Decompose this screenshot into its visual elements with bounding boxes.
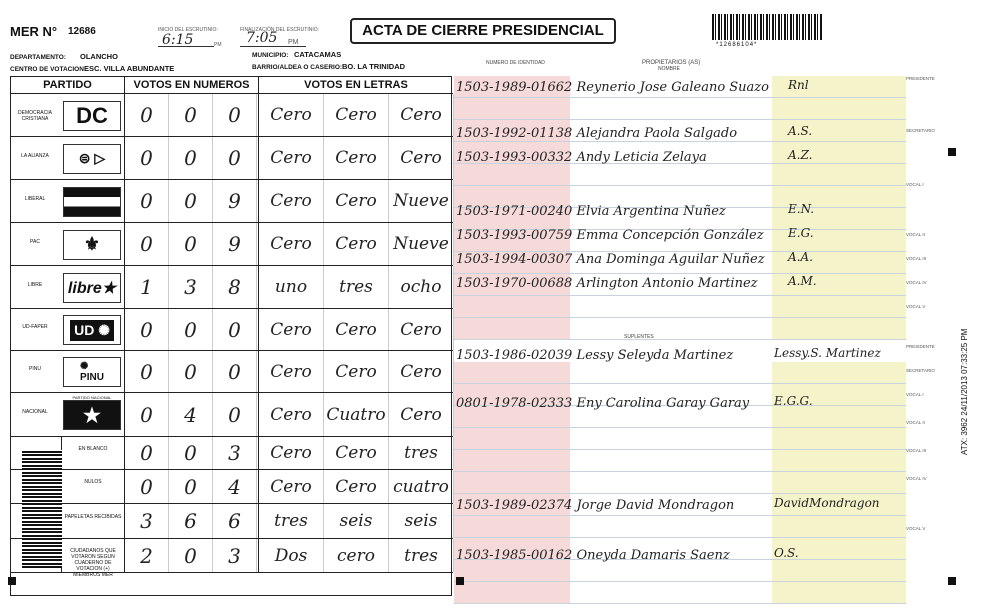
end-line (240, 46, 306, 47)
vote-digit: 0 (213, 94, 257, 136)
votes-table (10, 76, 452, 596)
signature-field (772, 472, 906, 493)
votes-letters-cell (259, 309, 453, 350)
owner-id: 1503-1989-01662 (456, 80, 573, 95)
member-line (454, 98, 906, 120)
votes-number-cell (125, 539, 259, 572)
vote-word: Cero (324, 351, 389, 392)
vote-digit: 0 (169, 539, 213, 572)
vote-word: cero (324, 539, 389, 572)
votes-letters-cell (259, 266, 453, 308)
votes-letters-cell (259, 504, 453, 538)
id-field (454, 318, 570, 339)
votes-number-cell (125, 223, 259, 265)
owner-signature: Rnl (788, 78, 809, 92)
votes-number-cell (125, 94, 259, 136)
role-label: SECRETARIO (906, 368, 935, 373)
role-label: VOCAL III (906, 448, 927, 453)
table-row (11, 223, 453, 266)
municipality-value: CATACAMAS (294, 50, 342, 59)
vote-word: Cero (324, 437, 389, 469)
vote-digit: 0 (213, 393, 257, 436)
vote-word: Cero (324, 223, 389, 265)
owner-entry (456, 276, 758, 291)
party-label: NACIONAL (22, 409, 48, 415)
vote-word: seis (324, 504, 389, 538)
owner-signature: E.G. (788, 226, 814, 240)
signature-field (772, 582, 906, 603)
vote-digit: 0 (125, 137, 169, 179)
vote-digit: 6 (213, 504, 257, 538)
column-header-letters: VOTOS EN LETRAS (259, 77, 453, 94)
start-label: INICIO DEL ESCRUTINIO: (158, 27, 218, 33)
role-label: SECRETARIO (906, 128, 935, 133)
votes-number-cell (125, 180, 259, 222)
owner-entry (456, 228, 764, 243)
votes-letters-cell (259, 180, 453, 222)
vote-digit: 9 (213, 180, 257, 222)
owner-id: 1503-1993-00332 (456, 150, 573, 165)
vote-word: Nueve (389, 180, 454, 222)
votes-letters-cell (259, 437, 453, 469)
vote-digit: 8 (213, 266, 257, 308)
votes-letters-cell (259, 94, 453, 136)
member-line (454, 362, 906, 384)
signature-field (772, 296, 906, 317)
owner-name: Emma Concepción González (576, 228, 764, 243)
document-title: ACTA DE CIERRE PRESIDENCIAL (350, 18, 616, 44)
vote-word: tres (324, 266, 389, 308)
party-logo-icon: UD ✺ (63, 315, 121, 345)
owner-signature: A.M. (788, 274, 817, 288)
member-line (454, 582, 906, 604)
votes-number-cell (125, 470, 259, 503)
vote-digit: 0 (169, 437, 213, 469)
owner-signature: A.A. (788, 250, 813, 264)
vote-digit: 4 (213, 470, 257, 503)
center-value: ESC. VILLA ABUNDANTE (84, 64, 175, 73)
owner-signature: A.Z. (788, 148, 813, 162)
member-line (454, 450, 906, 472)
vote-digit: 2 (125, 539, 169, 572)
role-label: VOCAL IV (906, 280, 927, 285)
substitute-id: 1503-1989-02374 (456, 498, 573, 513)
member-line (454, 472, 906, 494)
signature-field (772, 164, 906, 185)
votes-number-cell (125, 351, 259, 392)
owner-id: 1503-1992-01138 (456, 126, 573, 141)
vote-word: Dos (259, 539, 324, 572)
vote-digit: 0 (213, 351, 257, 392)
mer-number: 12686 (68, 26, 96, 37)
party-logo-icon: ★ (63, 400, 121, 430)
id-field (454, 472, 570, 493)
signature-field (772, 318, 906, 339)
extra-label: CIUDADANOS QUE VOTARON SEGUN CUADERNO DE VOTACION (+) MIEMBROS MER (70, 548, 116, 578)
table-row (11, 504, 453, 539)
vote-digit: 0 (125, 309, 169, 350)
party-logo-icon (63, 187, 121, 217)
role-label: VOCAL II (906, 232, 925, 237)
owner-signature: E.N. (788, 202, 815, 216)
vote-digit: 0 (125, 351, 169, 392)
owner-id: 1503-1971-00240 (456, 204, 573, 219)
party-logo-icon: libre★ (63, 273, 121, 303)
owner-name: Arlington Antonio Martinez (576, 276, 758, 291)
column-header-party: PARTIDO (11, 77, 125, 94)
owner-name: Alejandra Paola Salgado (576, 126, 738, 141)
vote-word: Cuatro (324, 393, 389, 436)
role-label: VOCAL II (906, 420, 925, 425)
start-line (158, 46, 214, 47)
vote-digit: 3 (125, 504, 169, 538)
vote-digit: 3 (213, 437, 257, 469)
role-label: PRESIDENTE (906, 76, 935, 81)
extra-label: NULOS (84, 479, 102, 485)
vote-word: Cero (324, 309, 389, 350)
signature-field (772, 362, 906, 383)
vote-digit: 0 (125, 393, 169, 436)
owner-name: Reynerio Jose Galeano Suazo (576, 80, 769, 95)
party-logo-caption: PARTIDO NACIONAL (72, 395, 112, 400)
barcode-text: *12686104* (716, 42, 758, 48)
member-line (454, 296, 906, 318)
owner-entry (456, 80, 769, 95)
votes-letters-cell (259, 137, 453, 179)
municipality-label: MUNICIPIO: (252, 52, 289, 59)
vote-word: Cero (324, 94, 389, 136)
table-row (11, 539, 453, 578)
vote-word: Cero (259, 180, 324, 222)
vote-word: Cero (324, 470, 389, 503)
substitute-signature: DavidMondragon (774, 496, 880, 510)
id-field (454, 428, 570, 449)
owner-entry (456, 252, 765, 267)
vote-word: ocho (389, 266, 454, 308)
member-line (454, 164, 906, 186)
owner-entry (456, 126, 737, 141)
owner-entry (456, 204, 726, 219)
signature-field (772, 406, 906, 427)
table-row (11, 309, 453, 351)
extra-label: PAPELETAS RECIBIDAS (64, 513, 122, 520)
party-label: LA ALIANZA (21, 152, 49, 159)
vote-word: Cero (324, 180, 389, 222)
column-header-numbers: VOTOS EN NUMEROS (125, 77, 259, 94)
barcode-icon (712, 14, 822, 40)
party-label: DEMOCRACIA CRISTIANA (18, 109, 52, 122)
member-line (454, 428, 906, 450)
party-label: PAC (30, 238, 40, 245)
end-label: FINALIZACIÓN DEL ESCRUTINIO: (240, 27, 319, 33)
party-label: PINU (29, 366, 41, 372)
substitute-signature: E.G.G. (774, 394, 813, 408)
vote-digit: 0 (169, 180, 213, 222)
start-suffix: PM (214, 42, 222, 48)
owner-name: Andy Leticia Zelaya (576, 150, 707, 165)
vote-word: Cero (389, 393, 454, 436)
vote-digit: 1 (125, 266, 169, 308)
substitute-entry (456, 396, 749, 411)
member-line (454, 318, 906, 340)
id-field (454, 516, 570, 537)
vote-word: Cero (259, 309, 324, 350)
substitute-entry (456, 548, 730, 563)
vote-word: tres (389, 437, 454, 469)
member-line (454, 560, 906, 582)
party-logo-icon: ⚜ (63, 230, 121, 260)
table-row (11, 137, 453, 180)
vote-digit: 0 (169, 309, 213, 350)
id-field (454, 164, 570, 185)
table-row (11, 351, 453, 393)
substitute-entry (456, 498, 734, 513)
role-label: VOCAL I (906, 392, 924, 397)
vote-word: uno (259, 266, 324, 308)
substitute-name: Lessy Seleyda Martinez (576, 348, 734, 363)
vote-word: Cero (389, 351, 454, 392)
vote-word: Cero (389, 137, 454, 179)
vote-digit: 3 (169, 266, 213, 308)
vote-digit: 3 (213, 539, 257, 572)
substitute-id: 1503-1986-02039 (456, 348, 573, 363)
vote-digit: 0 (169, 223, 213, 265)
id-field (454, 582, 570, 603)
end-time: 7:05 (246, 30, 278, 46)
votes-letters-cell (259, 470, 453, 503)
party-logo-icon: ⊜ ▷ (63, 144, 121, 174)
vote-digit: 0 (169, 351, 213, 392)
substitute-signature: O.S. (774, 546, 799, 560)
role-label: VOCAL I (906, 182, 924, 187)
owners-header: PROPIETARIOS (AS) (642, 60, 701, 66)
role-label: VOCAL III (906, 256, 927, 261)
extra-label: EN BLANCO (78, 445, 108, 452)
vote-word: Cero (389, 94, 454, 136)
registration-mark (8, 577, 16, 585)
substitute-name: Eny Carolina Garay Garay (576, 396, 750, 411)
vote-word: Cero (259, 223, 324, 265)
votes-letters-cell (259, 223, 453, 265)
table-row (11, 437, 453, 470)
vote-word: tres (389, 539, 454, 572)
owner-id: 1503-1970-00688 (456, 276, 573, 291)
vote-word: seis (389, 504, 454, 538)
substitute-entry (456, 348, 733, 363)
vote-digit: 0 (125, 437, 169, 469)
owner-entry (456, 150, 707, 165)
start-time: 6:15 (162, 32, 194, 48)
owner-name: Ana Dominga Aguilar Nuñez (576, 252, 765, 267)
signature-field (772, 450, 906, 471)
vote-word: Cero (259, 137, 324, 179)
mer-label: MER N° (10, 24, 58, 39)
table-row (11, 180, 453, 223)
member-line (454, 516, 906, 538)
table-row (11, 94, 453, 137)
party-logo-icon: ✺ PINU (63, 357, 121, 387)
vote-digit: 0 (125, 223, 169, 265)
id-header: NUMERO DE IDENTIDAD (486, 60, 545, 66)
barrio-label: BARRIO/ALDEA O CASERIO: (252, 64, 343, 71)
substitute-id: 0801-1978-02333 (456, 396, 573, 411)
substitutes-header: SUPLENTES (624, 334, 654, 340)
vote-word: Cero (259, 94, 324, 136)
votes-number-cell (125, 137, 259, 179)
side-barcode-icon (22, 450, 62, 568)
vote-word: Cero (259, 393, 324, 436)
signature-field (772, 560, 906, 581)
owner-signature: A.S. (788, 124, 813, 138)
extra-cell (61, 504, 125, 538)
scan-stamp: ATX: 3962 24/11/2013 07:33:25 PM (960, 328, 969, 455)
votes-number-cell (125, 393, 259, 436)
vote-word: Nueve (389, 223, 454, 265)
substitute-signature: Lessy.S. Martinez (774, 346, 881, 360)
substitute-id: 1503-1985-00162 (456, 548, 573, 563)
vote-digit: 0 (213, 309, 257, 350)
role-label: VOCAL V (906, 526, 926, 531)
id-field (454, 296, 570, 317)
votes-number-cell (125, 309, 259, 350)
party-label: LIBRE (27, 281, 43, 288)
table-row (11, 470, 453, 504)
registration-mark (456, 577, 464, 585)
center-label: CENTRO DE VOTACION: (10, 66, 87, 73)
vote-word: tres (259, 504, 324, 538)
id-field (454, 98, 570, 119)
vote-digit: 0 (169, 470, 213, 503)
department-label: DEPARTAMENTO: (10, 54, 66, 61)
extra-cell (61, 437, 125, 469)
substitute-name: Oneyda Damaris Saenz (576, 548, 730, 563)
signature-field (772, 516, 906, 537)
votes-letters-cell (259, 393, 453, 436)
vote-digit: 9 (213, 223, 257, 265)
vote-digit: 0 (125, 94, 169, 136)
registration-mark (948, 148, 956, 156)
extra-cell (61, 470, 125, 503)
party-label: UD-FAPER (22, 324, 48, 330)
end-suffix: PM (288, 39, 299, 46)
vote-word: Cero (259, 351, 324, 392)
vote-digit: 0 (169, 137, 213, 179)
owner-name: Elvia Argentina Nuñez (576, 204, 726, 219)
vote-digit: 0 (213, 137, 257, 179)
vote-word: Cero (324, 137, 389, 179)
votes-number-cell (125, 504, 259, 538)
department-value: OLANCHO (80, 52, 118, 61)
id-field (454, 450, 570, 471)
votes-letters-cell (259, 539, 453, 572)
registration-mark (948, 577, 956, 585)
role-label: VOCAL IV (906, 476, 927, 481)
table-row (11, 266, 453, 309)
signature-field (772, 98, 906, 119)
vote-digit: 4 (169, 393, 213, 436)
owner-id: 1503-1993-00759 (456, 228, 573, 243)
name-header: NOMBRE (658, 66, 680, 72)
vote-digit: 0 (125, 470, 169, 503)
party-label: LIBERAL (24, 195, 46, 202)
votes-number-cell (125, 266, 259, 308)
votes-letters-cell (259, 351, 453, 392)
role-label: VOCAL V (906, 304, 926, 309)
vote-word: Cero (259, 470, 324, 503)
party-logo-icon: DC (63, 101, 121, 131)
id-field (454, 560, 570, 581)
role-label: PRESIDENTE (906, 344, 935, 349)
barrio-value: BO. LA TRINIDAD (342, 62, 406, 71)
vote-digit: 0 (169, 94, 213, 136)
vote-digit: 6 (169, 504, 213, 538)
substitute-name: Jorge David Mondragon (576, 498, 735, 513)
id-field (454, 362, 570, 383)
vote-word: cuatro (389, 470, 454, 503)
vote-word: Cero (259, 437, 324, 469)
signature-field (772, 428, 906, 449)
vote-digit: 0 (125, 180, 169, 222)
votes-number-cell (125, 437, 259, 469)
vote-word: Cero (389, 309, 454, 350)
owner-id: 1503-1994-00307 (456, 252, 573, 267)
